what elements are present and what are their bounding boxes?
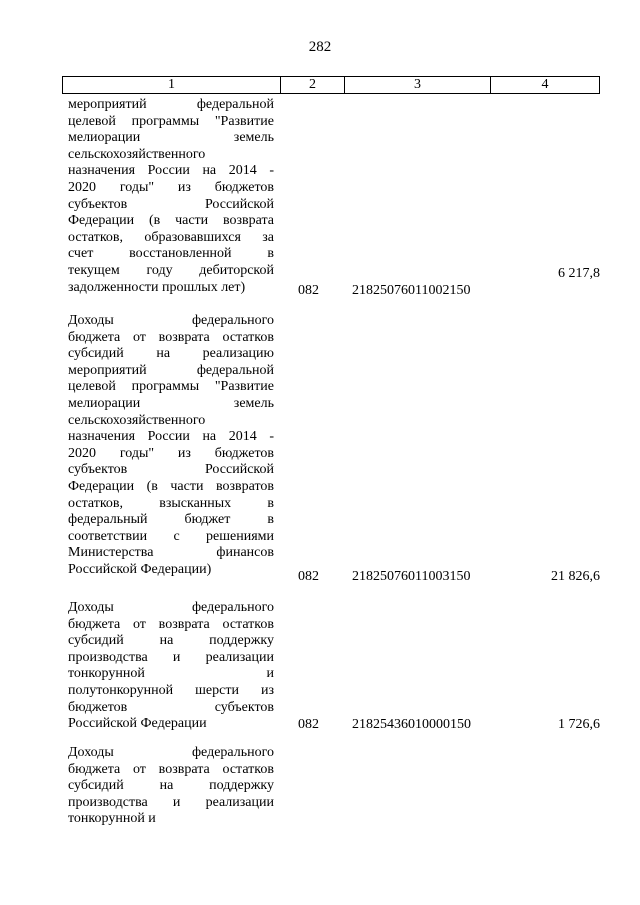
description-line: бюджета от возврата остатков — [68, 616, 274, 632]
description-line: целевой программы "Развитие — [68, 379, 274, 395]
description-line: мелиорации земель — [68, 130, 274, 146]
description-line: производства и реализации — [68, 649, 274, 665]
description-line: Федерации (в части возврата — [68, 213, 274, 229]
description-line: текущем году дебиторской — [68, 262, 274, 278]
description-line: субъектов Российской — [68, 462, 274, 478]
description-line: Доходы федерального — [68, 745, 274, 760]
description-line: Доходы федерального — [68, 313, 274, 328]
description-line: 2020 годы" из бюджетов — [68, 179, 274, 195]
description-line: назначения России на 2014 - — [68, 429, 274, 445]
row-amount: 6 217,8 — [558, 266, 600, 281]
description-line: целевой программы "Развитие — [68, 113, 274, 129]
description-line: субсидий на поддержку — [68, 778, 274, 794]
row-amount: 1 726,6 — [558, 717, 600, 732]
description-line: субсидий на поддержку — [68, 633, 274, 649]
description-line: счет восстановленной в — [68, 246, 274, 262]
row-description — [68, 313, 274, 579]
row-description — [68, 745, 274, 828]
row-description — [68, 600, 274, 733]
description-line: мелиорации земель — [68, 395, 274, 411]
row-code: 082 — [298, 283, 319, 298]
description-line: Федерации (в части возвратов — [68, 478, 274, 494]
description-line: производства и реализации — [68, 794, 274, 810]
description-line: Российской Федерации — [68, 716, 207, 732]
description-line: Доходы федерального — [68, 600, 274, 615]
description-line: остатков, образовавшихся за — [68, 229, 274, 245]
description-line: бюджетов субъектов — [68, 699, 274, 715]
header-col-4: 4 — [541, 77, 549, 92]
description-line: Российской Федерации) — [68, 561, 212, 577]
header-col-3: 3 — [345, 77, 491, 93]
description-line: бюджета от возврата остатков — [68, 329, 274, 345]
row-code: 082 — [298, 569, 319, 584]
row-kbk: 21825076011003150 — [352, 569, 471, 584]
page-number: 282 — [308, 39, 332, 55]
row-kbk: 21825436010000150 — [352, 717, 471, 732]
table-header — [62, 76, 600, 94]
description-line: тонкорунной и — [68, 811, 156, 827]
header-col-2: 2 — [281, 77, 345, 93]
description-line: субсидий на реализацию — [68, 346, 274, 362]
description-line: соответствии с решениями — [68, 528, 274, 544]
description-line: субъектов Российской — [68, 196, 274, 212]
header-col-1: 1 — [63, 77, 281, 93]
description-line: тонкорунной и — [68, 666, 274, 682]
row-description — [68, 97, 274, 296]
description-line: сельскохозяйственного — [68, 146, 206, 162]
description-line: 2020 годы" из бюджетов — [68, 445, 274, 461]
description-line: бюджета от возврата остатков — [68, 761, 274, 777]
description-line: Министерства финансов — [68, 545, 274, 561]
description-line: федеральный бюджет в — [68, 512, 274, 528]
description-line: мероприятий федеральной — [68, 362, 274, 378]
row-amount: 21 826,6 — [551, 569, 600, 584]
description-line: остатков, взысканных в — [68, 495, 274, 511]
description-line: назначения России на 2014 - — [68, 163, 274, 179]
description-line: мероприятий федеральной — [68, 97, 274, 112]
description-line: полутонкорунной шерсти из — [68, 682, 274, 698]
description-line: задолженности прошлых лет) — [68, 279, 246, 295]
row-kbk: 21825076011002150 — [352, 283, 471, 298]
row-code: 082 — [298, 717, 319, 732]
description-line: сельскохозяйственного — [68, 412, 206, 428]
